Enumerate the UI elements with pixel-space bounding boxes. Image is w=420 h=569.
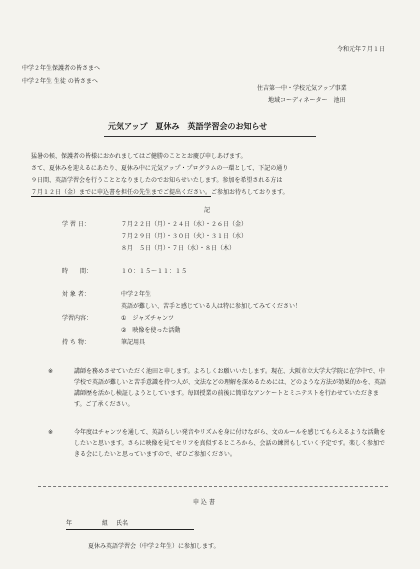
time-value: １０：１５～１１：１５ bbox=[121, 268, 188, 275]
dates-row-1: ７月２２日（月）・２４日（水）・２６日（金） bbox=[121, 221, 248, 228]
name-label: 氏名 bbox=[116, 520, 129, 527]
notice-title: 元気アップ 夏休み 英語学習会のお知らせ bbox=[108, 122, 268, 131]
time-label: 時 間： bbox=[62, 268, 93, 275]
sender-organization: 住吉第一中・学校元気アップ事業 bbox=[257, 85, 347, 92]
intro-line-3: ９日間、英語学習会を行うこととなりましたのでお知らせいたします。参加を希望される方は bbox=[31, 177, 283, 184]
content-item-1: ① ジャズチャンツ bbox=[121, 315, 174, 322]
sender-person: 地域コーディネーター 池田 bbox=[268, 97, 346, 104]
applicant-underline[interactable] bbox=[66, 529, 194, 530]
intro-line-2: さて、夏休みを迎えるにあたり、夏休み中に元気アップ・プログラムの一環として、下記の通り bbox=[31, 165, 289, 172]
recipient-parents: 中学２年生保護者の皆さまへ bbox=[22, 65, 101, 72]
participation-statement: 夏休み英語学習会（中学２年生）に参加します。 bbox=[88, 543, 220, 550]
target-value: 中学２年生 bbox=[121, 291, 152, 298]
intro-closing: ご参加お待ちしております。 bbox=[211, 189, 289, 196]
items-value: 筆記用具 bbox=[121, 339, 146, 346]
dates-row-3: ８月 ５日（月）・７日（水）・８日（木） bbox=[121, 245, 236, 252]
dates-label: 学 習 日： bbox=[62, 221, 90, 228]
target-label: 対 象 者： bbox=[62, 291, 90, 298]
content-item-2: ② 映像を使った活動 bbox=[121, 327, 181, 334]
title-underline bbox=[104, 136, 316, 137]
dates-row-2: ７月２９日（月）・３０日（火）・３１日（水） bbox=[121, 233, 248, 240]
grade-label: 年 bbox=[66, 520, 73, 527]
note-2-mark: ※ bbox=[48, 429, 54, 436]
form-heading: 申 込 書 bbox=[193, 499, 215, 506]
note-2-text: 今年度はチャンツを通して、英語らしい発音やリズムを身に付けながら、文のルールを感じてもらえるような活動をしたいと思います。さらに映像を見てセリフを真似するところから、会話の練習もしていく予定です。楽しく参加できる会にしたいと思っていますので、ぜひご参加ください。 bbox=[74, 429, 386, 458]
recipient-students: 中学２年生 生徒 の皆さまへ bbox=[22, 78, 98, 85]
class-label: 組 bbox=[102, 520, 109, 527]
note-1-text: 講師を務めさせていただく池田と申します。よろしくお願いいたします。現在、大阪市立大学大学院に在学中で、中学校で英語が難しいと苦手意識を持つ人が、文法などの理解を深めるためには、どのような方法が効果的かを、英語講師歴を活かし検証しようとしています。毎回授業の前後に簡単なアンケートとミニテストを行わせていただきます。ご了承ください。 bbox=[74, 368, 387, 408]
target-note: 英語が難しい、苦手と感じている人は特に参加してみてください！ bbox=[121, 303, 302, 310]
intro-line-1: 猛暑の候、保護者の皆様におかれましてはご健勝のこととお慶び申しあげます。 bbox=[31, 153, 247, 160]
note-1-mark: ※ bbox=[48, 368, 54, 375]
content-label: 学習内容： bbox=[62, 315, 93, 322]
intro-line-4 bbox=[31, 190, 289, 196]
applicant-fields bbox=[66, 521, 128, 527]
cut-line bbox=[38, 486, 388, 487]
items-label: 持 ち 物： bbox=[62, 339, 90, 346]
ki-heading: 記 bbox=[204, 207, 211, 214]
issue-date: 令和元年７月１日 bbox=[337, 46, 386, 53]
submission-deadline: ７月１２日（金）までに申込書を担任の先生までご提出ください。 bbox=[31, 189, 212, 196]
